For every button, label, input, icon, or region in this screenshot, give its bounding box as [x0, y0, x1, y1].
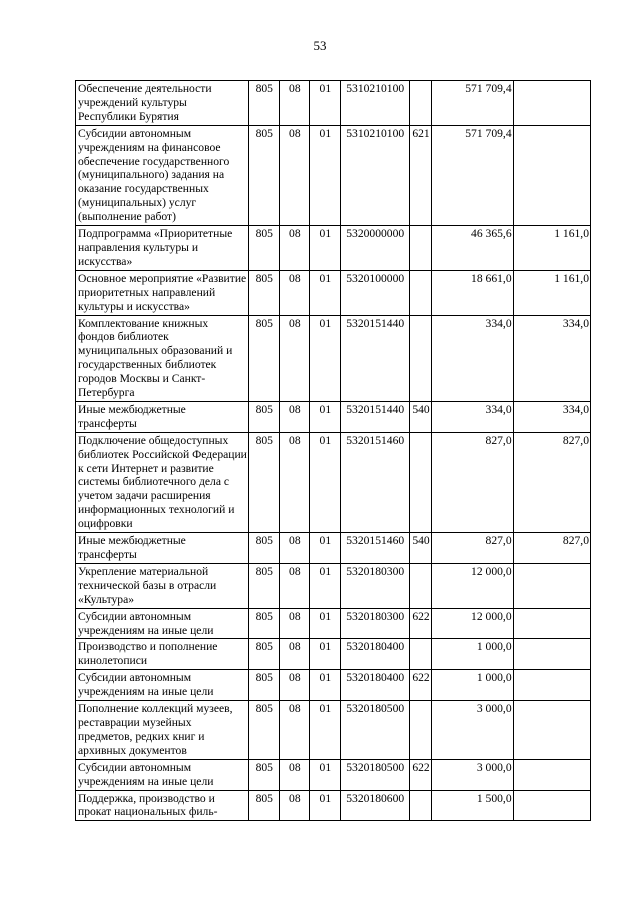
cell-section-code: 08: [279, 401, 310, 432]
cell-section-code: 08: [279, 533, 310, 564]
cell-name: Обеспечение деятельности учреждений культуры Республики Бурятия: [76, 81, 249, 126]
cell-subsection-code: 01: [310, 81, 341, 126]
cell-target-code: 5310210100: [340, 81, 409, 126]
cell-name: Пополнение коллекций музеев, реставрации музейных предметов, редких книг и архивных документов: [76, 701, 249, 760]
cell-subsection-code: 01: [310, 226, 341, 271]
cell-name: Подключение общедоступных библиотек Российской Федерации к сети Интернет и развитие системы библиотечного дела с учетом задачи расширения информационных технологий и оцифровки: [76, 432, 249, 532]
table-row: [76, 226, 591, 271]
cell-target-code: 5320180400: [340, 639, 409, 670]
cell-name: Субсидии автономным учреждениям на иные цели: [76, 759, 249, 790]
cell-target-code: 5320180500: [340, 759, 409, 790]
cell-target-code: 5320000000: [340, 226, 409, 271]
cell-name: Подпрограмма «Приоритетные направления культуры и искусства»: [76, 226, 249, 271]
cell-section-code: 08: [279, 790, 310, 821]
cell-federal-amount: [513, 608, 590, 639]
cell-target-code: 5320180500: [340, 701, 409, 760]
cell-subsection-code: 01: [310, 315, 341, 401]
cell-ministry-code: 805: [249, 270, 280, 315]
cell-section-code: 08: [279, 315, 310, 401]
cell-federal-amount: [513, 759, 590, 790]
cell-expense-type: 621: [409, 125, 431, 225]
cell-ministry-code: 805: [249, 315, 280, 401]
cell-expense-type: 622: [409, 608, 431, 639]
cell-target-code: 5320180300: [340, 563, 409, 608]
cell-federal-amount: [513, 563, 590, 608]
cell-amount: 1 500,0: [432, 790, 513, 821]
cell-section-code: 08: [279, 759, 310, 790]
cell-amount: 12 000,0: [432, 608, 513, 639]
cell-name: Поддержка, производство и прокат национальных филь-: [76, 790, 249, 821]
cell-subsection-code: 01: [310, 790, 341, 821]
cell-federal-amount: [513, 81, 590, 126]
cell-federal-amount: 1 161,0: [513, 226, 590, 271]
cell-expense-type: [409, 701, 431, 760]
cell-expense-type: 540: [409, 401, 431, 432]
cell-target-code: 5320151440: [340, 401, 409, 432]
cell-expense-type: [409, 639, 431, 670]
cell-amount: 1 000,0: [432, 639, 513, 670]
table-row: [76, 401, 591, 432]
cell-target-code: 5320151460: [340, 533, 409, 564]
cell-name: Субсидии автономным учреждениям на иные цели: [76, 670, 249, 701]
cell-amount: 1 000,0: [432, 670, 513, 701]
cell-ministry-code: 805: [249, 790, 280, 821]
cell-federal-amount: 334,0: [513, 401, 590, 432]
cell-section-code: 08: [279, 563, 310, 608]
cell-federal-amount: [513, 125, 590, 225]
table-row: [76, 270, 591, 315]
cell-subsection-code: 01: [310, 701, 341, 760]
cell-ministry-code: 805: [249, 608, 280, 639]
cell-expense-type: 622: [409, 759, 431, 790]
cell-section-code: 08: [279, 270, 310, 315]
cell-ministry-code: 805: [249, 432, 280, 532]
cell-section-code: 08: [279, 670, 310, 701]
cell-target-code: 5320180300: [340, 608, 409, 639]
cell-name: Иные межбюджетные трансферты: [76, 401, 249, 432]
cell-name: Укрепление материальной технической базы в отрасли «Культура»: [76, 563, 249, 608]
cell-ministry-code: 805: [249, 533, 280, 564]
cell-subsection-code: 01: [310, 270, 341, 315]
cell-section-code: 08: [279, 81, 310, 126]
cell-target-code: 5320180600: [340, 790, 409, 821]
cell-section-code: 08: [279, 125, 310, 225]
cell-federal-amount: [513, 701, 590, 760]
table-row: [76, 533, 591, 564]
cell-subsection-code: 01: [310, 639, 341, 670]
cell-section-code: 08: [279, 432, 310, 532]
table-row: [76, 125, 591, 225]
table-row: [76, 315, 591, 401]
cell-name: Комплектование книжных фондов библиотек муниципальных образований и государственных библиотек городов Москвы и Санкт-Петербурга: [76, 315, 249, 401]
cell-federal-amount: 827,0: [513, 533, 590, 564]
table-row: [76, 639, 591, 670]
cell-ministry-code: 805: [249, 639, 280, 670]
table-row: [76, 432, 591, 532]
cell-name: Основное мероприятие «Развитие приоритетных направлений культуры и искусства»: [76, 270, 249, 315]
cell-federal-amount: [513, 670, 590, 701]
budget-table-body: [76, 81, 591, 821]
cell-ministry-code: 805: [249, 670, 280, 701]
cell-federal-amount: 334,0: [513, 315, 590, 401]
cell-section-code: 08: [279, 639, 310, 670]
cell-target-code: 5320100000: [340, 270, 409, 315]
table-row: [76, 790, 591, 821]
cell-amount: 3 000,0: [432, 701, 513, 760]
cell-name: Субсидии автономным учреждениям на иные цели: [76, 608, 249, 639]
cell-expense-type: [409, 226, 431, 271]
cell-expense-type: 622: [409, 670, 431, 701]
cell-subsection-code: 01: [310, 563, 341, 608]
cell-subsection-code: 01: [310, 432, 341, 532]
cell-target-code: 5320180400: [340, 670, 409, 701]
cell-ministry-code: 805: [249, 701, 280, 760]
table-row: [76, 81, 591, 126]
cell-federal-amount: 1 161,0: [513, 270, 590, 315]
cell-amount: 827,0: [432, 533, 513, 564]
table-row: [76, 701, 591, 760]
cell-expense-type: [409, 315, 431, 401]
cell-section-code: 08: [279, 608, 310, 639]
cell-name: Производство и пополнение кинолетописи: [76, 639, 249, 670]
cell-name: Иные межбюджетные трансферты: [76, 533, 249, 564]
cell-target-code: 5310210100: [340, 125, 409, 225]
table-row: [76, 759, 591, 790]
cell-subsection-code: 01: [310, 125, 341, 225]
cell-subsection-code: 01: [310, 401, 341, 432]
cell-ministry-code: 805: [249, 125, 280, 225]
cell-amount: 571 709,4: [432, 125, 513, 225]
cell-federal-amount: 827,0: [513, 432, 590, 532]
cell-ministry-code: 805: [249, 81, 280, 126]
cell-amount: 3 000,0: [432, 759, 513, 790]
cell-subsection-code: 01: [310, 670, 341, 701]
cell-subsection-code: 01: [310, 608, 341, 639]
table-row: [76, 608, 591, 639]
cell-expense-type: [409, 81, 431, 126]
cell-federal-amount: [513, 790, 590, 821]
page-number: 53: [313, 38, 327, 53]
cell-name: Субсидии автономным учреждениям на финансовое обеспечение государственного (муниципального) задания на оказание государственных (муниципальных) услуг (выполнение работ): [76, 125, 249, 225]
cell-amount: 827,0: [432, 432, 513, 532]
cell-amount: 46 365,6: [432, 226, 513, 271]
cell-amount: 18 661,0: [432, 270, 513, 315]
cell-amount: 12 000,0: [432, 563, 513, 608]
budget-table: [75, 80, 591, 821]
cell-amount: 334,0: [432, 401, 513, 432]
cell-federal-amount: [513, 639, 590, 670]
table-row: [76, 563, 591, 608]
cell-ministry-code: 805: [249, 759, 280, 790]
cell-target-code: 5320151460: [340, 432, 409, 532]
cell-expense-type: [409, 432, 431, 532]
cell-ministry-code: 805: [249, 563, 280, 608]
cell-expense-type: 540: [409, 533, 431, 564]
cell-amount: 571 709,4: [432, 81, 513, 126]
cell-expense-type: [409, 563, 431, 608]
cell-amount: 334,0: [432, 315, 513, 401]
cell-subsection-code: 01: [310, 533, 341, 564]
cell-section-code: 08: [279, 701, 310, 760]
cell-ministry-code: 805: [249, 401, 280, 432]
cell-expense-type: [409, 270, 431, 315]
cell-target-code: 5320151440: [340, 315, 409, 401]
cell-subsection-code: 01: [310, 759, 341, 790]
cell-expense-type: [409, 790, 431, 821]
cell-ministry-code: 805: [249, 226, 280, 271]
table-row: [76, 670, 591, 701]
cell-section-code: 08: [279, 226, 310, 271]
